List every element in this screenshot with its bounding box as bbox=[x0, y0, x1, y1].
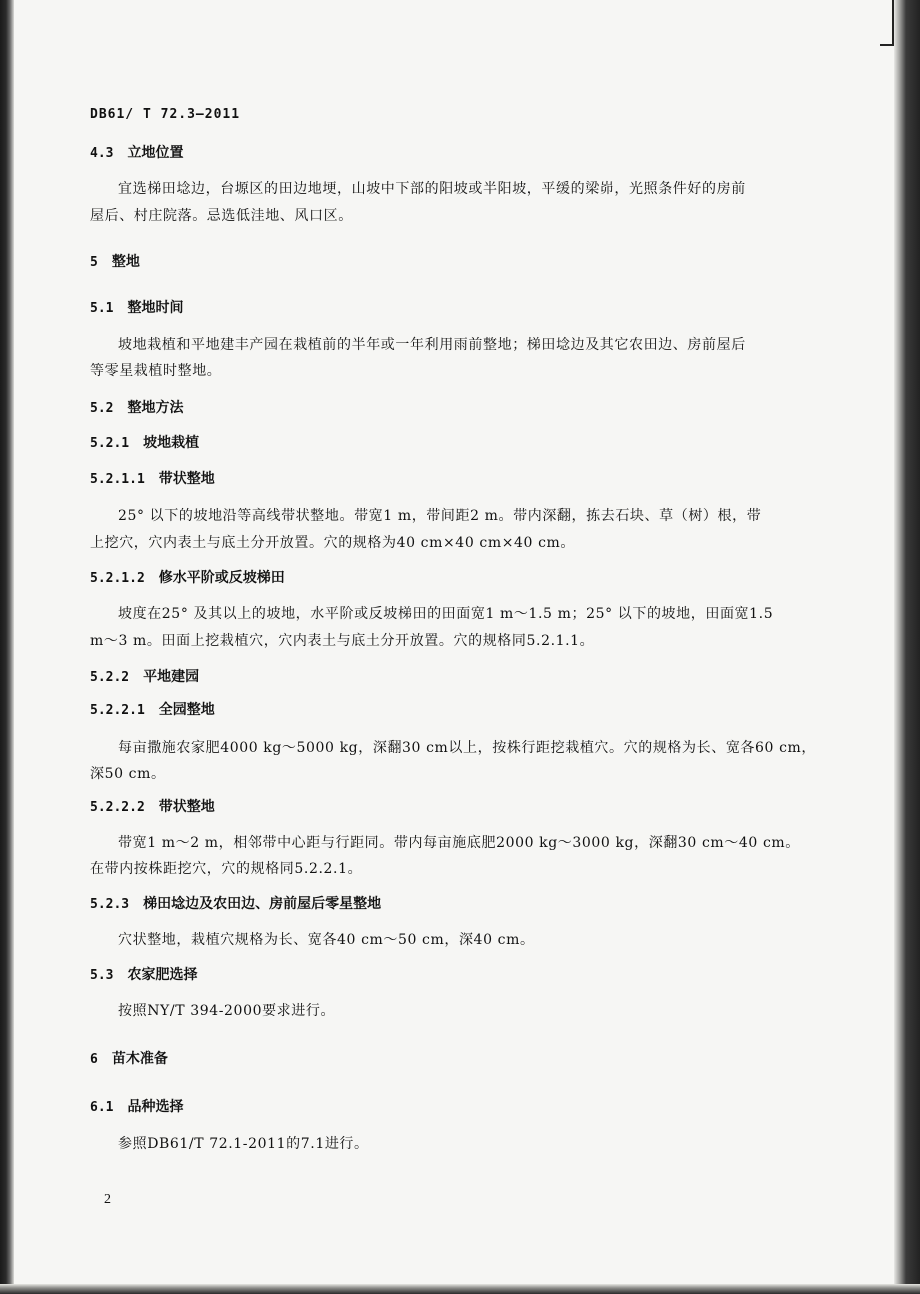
section-number: 5.2.2.1 bbox=[90, 703, 145, 718]
document-id-header: DB61/ T 72.3—2011 bbox=[90, 107, 241, 122]
paragraph-line: 宜选梯田埝边，台塬区的田边地埂，山坡中下部的阳坡或半阳坡，平缓的梁峁，光照条件好的房前 bbox=[118, 181, 746, 197]
section-number: 5.2.1 bbox=[90, 436, 130, 451]
section-heading-5-2-1-1 bbox=[90, 470, 215, 489]
paragraph-line: 深50 cm。 bbox=[90, 766, 166, 782]
section-number: 5.1 bbox=[90, 301, 114, 316]
section-title: 修水平阶或反坡梯田 bbox=[158, 570, 285, 586]
paragraph-line: 等零星栽植时整地。 bbox=[90, 363, 222, 379]
section-title: 品种选择 bbox=[127, 1099, 184, 1115]
section-number: 5.2.3 bbox=[90, 897, 130, 912]
section-title: 坡地栽植 bbox=[143, 435, 200, 451]
section-title: 梯田埝边及农田边、房前屋后零星整地 bbox=[143, 896, 382, 912]
paragraph-line: 每亩撒施农家肥4000 kg～5000 kg，深翻30 cm以上，按株行距挖栽植穴。穴的规格为长、宽各60 cm， bbox=[118, 740, 817, 756]
section-number: 5.2.2 bbox=[90, 670, 130, 685]
section-number: 5 bbox=[90, 255, 98, 270]
section-title: 全园整地 bbox=[158, 702, 215, 718]
section-heading-4-3 bbox=[90, 144, 183, 163]
scan-edge-right bbox=[894, 0, 920, 1294]
section-number: 5.2.1.1 bbox=[90, 472, 145, 487]
section-heading-5-1 bbox=[90, 299, 183, 318]
paragraph-line: 穴状整地，栽植穴规格为长、宽各40 cm～50 cm，深40 cm。 bbox=[118, 932, 535, 948]
paragraph-line: 上挖穴，穴内表土与底土分开放置。穴的规格为40 cm×40 cm×40 cm。 bbox=[90, 535, 576, 551]
scan-edge-left bbox=[0, 0, 14, 1294]
section-title: 立地位置 bbox=[127, 145, 184, 161]
section-heading-6 bbox=[90, 1050, 168, 1069]
paragraph-line: 25° 以下的坡地沿等高线带状整地。带宽1 m，带间距2 m。带内深翻，拣去石块、草（树）根，带 bbox=[118, 508, 762, 524]
section-heading-5-3 bbox=[90, 966, 197, 985]
section-number: 6 bbox=[90, 1052, 98, 1067]
section-heading-5-2-1-2 bbox=[90, 569, 285, 588]
section-number: 5.2 bbox=[90, 401, 114, 416]
section-heading-5-2-3 bbox=[90, 895, 381, 914]
section-title: 整地方法 bbox=[127, 400, 184, 416]
paragraph-line: 在带内按株距挖穴，穴的规格同5.2.2.1。 bbox=[90, 861, 363, 877]
section-heading-5-2-2 bbox=[90, 668, 199, 687]
section-heading-5-2-2-1 bbox=[90, 701, 215, 720]
paragraph-line: 屋后、村庄院落。忌选低洼地、风口区。 bbox=[90, 208, 353, 224]
section-number: 5.2.2.2 bbox=[90, 800, 145, 815]
paragraph-line: 坡地栽植和平地建丰产园在栽植前的半年或一年利用雨前整地；梯田埝边及其它农田边、房前屋后 bbox=[118, 337, 746, 353]
section-heading-5-2-2-2 bbox=[90, 798, 215, 817]
crop-mark bbox=[880, 44, 894, 46]
section-title: 苗木准备 bbox=[111, 1051, 168, 1067]
paragraph-line: 坡度在25° 及其以上的坡地，水平阶或反坡梯田的田面宽1 m～1.5 m；25° 以下的坡地，田面宽1.5 bbox=[118, 606, 774, 622]
paragraph-line: m～3 m。田面上挖栽植穴，穴内表土与底土分开放置。穴的规格同5.2.1.1。 bbox=[90, 633, 595, 649]
section-title: 整地时间 bbox=[127, 300, 184, 316]
section-title: 整地 bbox=[111, 254, 140, 270]
section-title: 带状整地 bbox=[158, 799, 215, 815]
page-number: 2 bbox=[104, 1192, 111, 1207]
section-title: 平地建园 bbox=[143, 669, 200, 685]
section-number: 5.2.1.2 bbox=[90, 571, 145, 586]
section-number: 6.1 bbox=[90, 1100, 114, 1115]
paragraph-line: 带宽1 m～2 m，相邻带中心距与行距同。带内每亩施底肥2000 kg～3000 kg，深翻30 cm～40 cm。 bbox=[118, 835, 800, 851]
section-number: 5.3 bbox=[90, 968, 114, 983]
paragraph-line: 参照DB61/T 72.1-2011的7.1进行。 bbox=[118, 1136, 369, 1152]
section-number: 4.3 bbox=[90, 146, 114, 161]
section-heading-5-2-1 bbox=[90, 434, 199, 453]
paragraph-line: 按照NY/T 394-2000要求进行。 bbox=[118, 1003, 336, 1019]
section-title: 带状整地 bbox=[158, 471, 215, 487]
scan-edge-bottom bbox=[0, 1284, 920, 1294]
crop-mark bbox=[892, 0, 894, 44]
section-heading-5-2 bbox=[90, 399, 183, 418]
section-title: 农家肥选择 bbox=[127, 967, 198, 983]
section-heading-5 bbox=[90, 253, 140, 272]
section-heading-6-1 bbox=[90, 1098, 183, 1117]
